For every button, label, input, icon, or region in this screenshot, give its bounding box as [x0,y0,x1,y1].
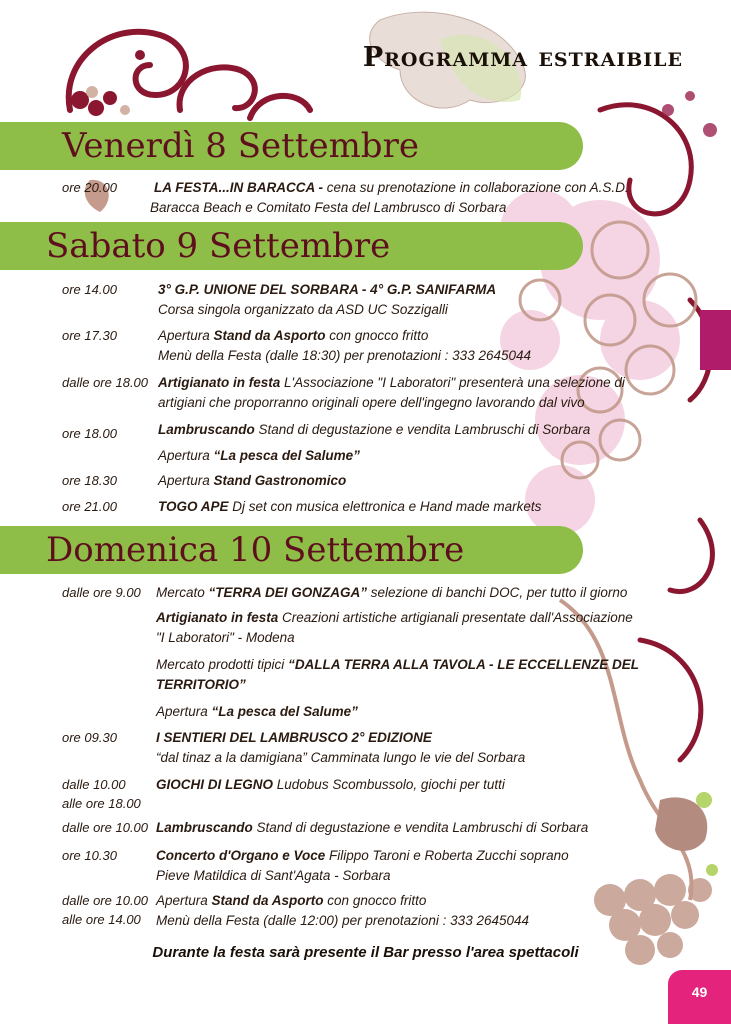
event-line [156,891,426,910]
event-time: dalle ore 18.00 [62,375,149,390]
event-time: dalle ore 10.00 [62,820,149,835]
footer-note: Durante la festa sarà presente il Bar presso l'area spettacoli [152,944,579,961]
event-desc: Ludobus Scombussolo, giochi per tutti [273,777,505,792]
event-name: TOGO APE [158,499,229,514]
event-line [156,846,569,865]
day-title-friday: Venerdì 8 Settembre [62,126,419,166]
event-line [156,818,588,837]
event-desc: Dj set con musica elettronica e Hand made markets [228,499,542,514]
day-title-sunday: Domenica 10 Settembre [46,530,465,570]
event-time: ore 18.30 [62,473,117,488]
event-line [158,446,360,465]
event-name: Stand Gastronomico [213,473,347,488]
event-prefix: Mercato [156,585,209,600]
event-time: dalle ore 9.00 [62,585,141,600]
event-name: Artigianato in festa [156,610,279,625]
event-line: “dal tinaz a la damigiana” Camminata lungo le vie del Sorbara [156,750,526,765]
event-time: ore 10.30 [62,848,117,863]
event-line [156,702,358,721]
event-line [156,655,639,674]
event-time: alle ore 18.00 [62,796,141,811]
event-prefix: Mercato prodotti tipici [156,657,289,672]
event-line [156,675,246,694]
event-time: ore 14.00 [62,282,117,297]
event-line [158,471,346,490]
event-line [154,178,629,197]
event-line: Baracca Beach e Comitato Festa del Lambrusco di Sorbara [150,200,507,215]
event-name: Lambruscando [158,422,255,437]
event-name: I SENTIERI DEL LAMBRUSCO 2° EDIZIONE [156,730,432,745]
event-name: 3° G.P. UNIONE DEL SORBARA - 4° G.P. SANIFARMA [158,282,497,297]
event-prefix: Apertura [156,704,212,719]
event-name: Stand da Asporto [211,893,324,908]
event-time: ore 21.00 [62,499,117,514]
event-desc: Stand di degustazione e vendita Lambruschi di Sorbara [252,820,589,835]
event-line [158,280,496,299]
day-title-saturday: Sabato 9 Settembre [46,226,391,266]
event-line: Pieve Matildica di Sant'Agata - Sorbara [156,868,391,883]
event-line: Menù della Festa (dalle 18:30) per prenotazioni : 333 2645044 [158,348,532,363]
event-name: Stand da Asporto [213,328,326,343]
event-line: "I Laboratori" - Modena [156,630,295,645]
event-name: “TERRA DEI GONZAGA” [208,585,368,600]
event-line [156,775,505,794]
event-name: “DALLA TERRA ALLA TAVOLA - LE ECCELLENZE DEL [288,657,640,672]
event-name: GIOCHI DI LEGNO [156,777,274,792]
event-desc: selezione di banchi DOC, per tutto il giorno [367,585,628,600]
event-time: ore 09.30 [62,730,117,745]
event-time: ore 18.00 [62,426,117,441]
event-line: Corsa singola organizzato da ASD UC Sozzigalli [158,302,448,317]
event-desc: L'Associazione "I Laboratori" presenterà una selezione di [280,375,625,390]
event-desc: con gnocco fritto [323,893,427,908]
event-name: “La pesca del Salume” [211,704,358,719]
event-line [156,608,633,627]
event-desc: Filippo Taroni e Roberta Zucchi soprano [325,848,569,863]
event-line: Menù della Festa (dalle 12:00) per prenotazioni : 333 2645044 [156,913,530,928]
event-desc: cena su prenotazione in collaborazione con A.S.D. [323,180,629,195]
event-line [158,497,541,516]
event-line [158,373,625,392]
event-name: Concerto d'Organo e Voce [156,848,326,863]
event-name: TERRITORIO” [156,677,246,692]
event-prefix: Apertura [158,328,214,343]
event-time: dalle 10.00 [62,777,126,792]
page-number-badge [668,970,731,1024]
event-desc: Stand di degustazione e vendita Lambruschi di Sorbara [254,422,591,437]
event-line [158,420,590,439]
event-name: LA FESTA...IN BARACCA - [154,180,323,195]
event-line [156,728,432,747]
page-number: 49 [691,984,708,1000]
event-prefix: Apertura [158,473,214,488]
event-prefix: Apertura [156,893,212,908]
event-name: Artigianato in festa [158,375,281,390]
event-name: Lambruscando [156,820,253,835]
event-desc: Creazioni artistiche artigianali presentate dall'Associazione [278,610,633,625]
event-time: ore 20.00 [62,180,117,195]
event-line: artigiani che proporranno originali opere dell'ingegno lavorando dal vivo [158,395,585,410]
event-time: ore 17.30 [62,328,117,343]
event-line [158,326,428,345]
event-time: dalle ore 10.00 [62,893,149,908]
event-line [156,583,627,602]
event-time: alle ore 14.00 [62,912,141,927]
event-desc: con gnocco fritto [325,328,429,343]
event-name: “La pesca del Salume” [213,448,360,463]
event-prefix: Apertura [158,448,214,463]
page-header-title: Programma estraibile [362,42,683,73]
